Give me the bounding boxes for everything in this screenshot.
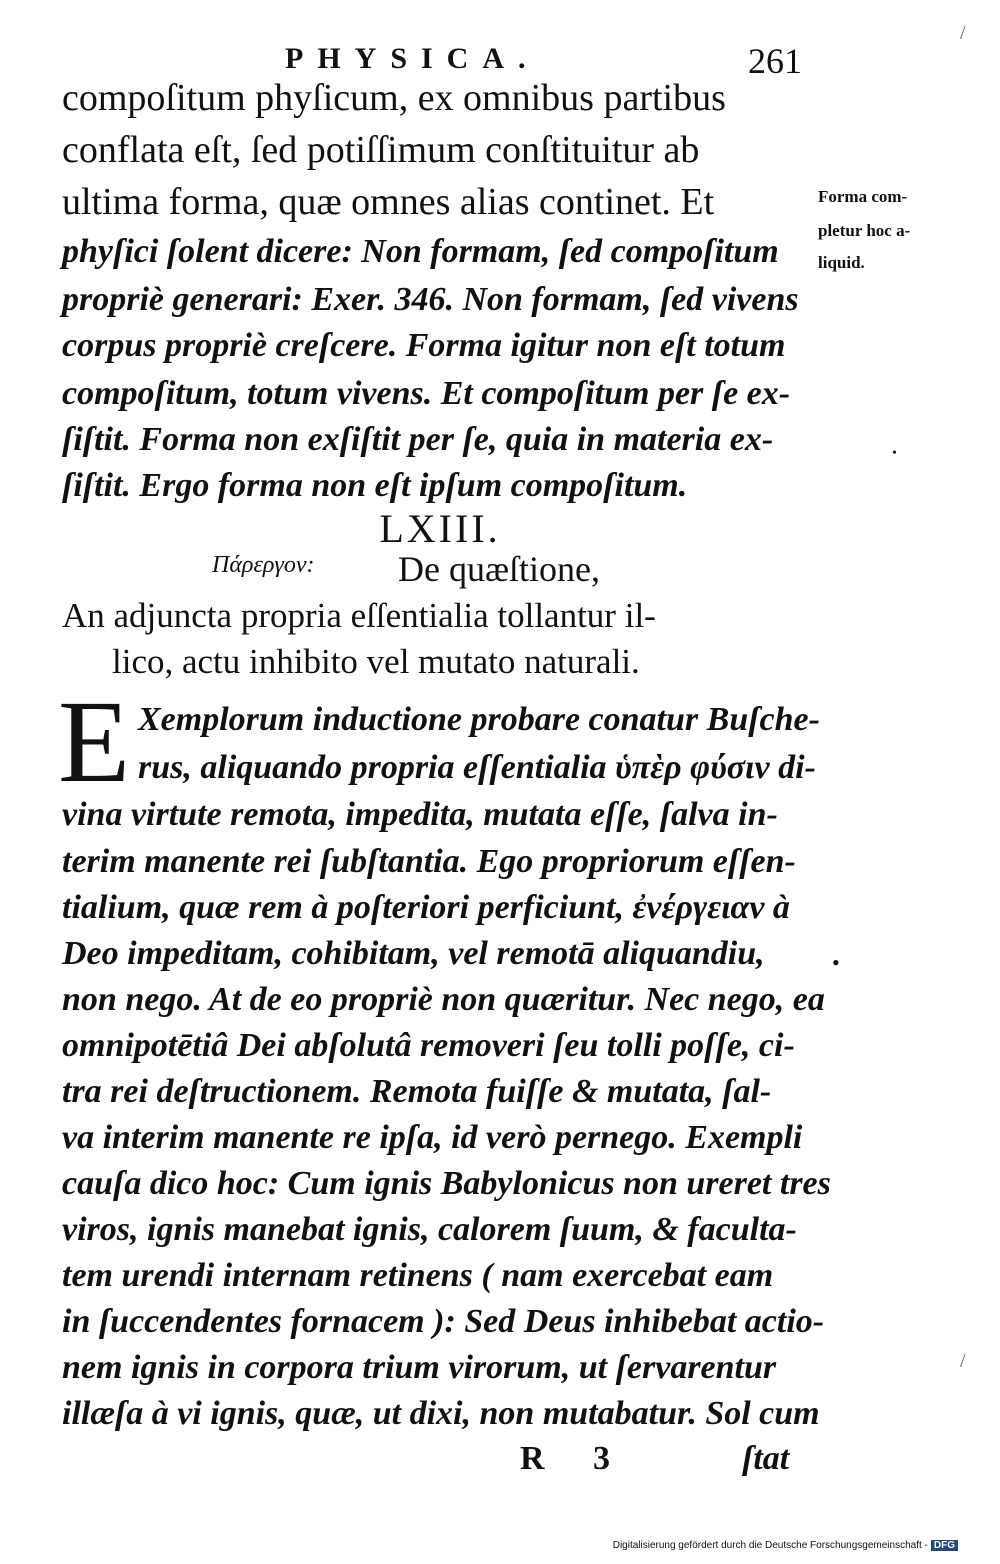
scan-mark: •	[892, 446, 897, 461]
text-line: in ſuccendentes fornacem ): Sed Deus inhibebat actio-	[62, 1303, 825, 1340]
credit-text: Digitalisierung gefördert durch die Deutsche Forschungsgemeinschaft -	[612, 1540, 928, 1551]
section-subtitle-latin: De quæſtione,	[398, 549, 600, 589]
text-line: terim manente rei ſubſtantia. Ego propriorum eſſen-	[62, 843, 796, 880]
running-header: PHYSICA.	[285, 42, 540, 75]
text-line: corpus propriè creſcere. Forma igitur non eſt totum	[62, 327, 786, 364]
text-line: conflata eſt, ſed potiſſimum conſtituitur ab	[62, 129, 700, 171]
text-line: Xemplorum inductione probare conatur Buſche-	[138, 701, 820, 738]
text-line: va interim manente re ipſa, id verò pernego. Exempli	[62, 1119, 803, 1156]
text-line: tialium, quæ rem à poſteriori perficiunt, ἐνέργειαν à	[62, 889, 790, 926]
text-line: nem ignis in corpora trium virorum, ut ſervarentur	[62, 1349, 777, 1386]
margin-note-line: Forma com-	[818, 187, 908, 206]
text-line: compoſitum, totum vivens. Et compoſitum per ſe ex-	[62, 375, 791, 412]
text-line: rus, aliquando propria eſſentialia ὑπὲρ φύσιν di-	[138, 749, 816, 786]
text-line: ultima forma, quæ omnes alias continet. Et	[62, 181, 715, 223]
text-line: tra rei deſtructionem. Remota fuiſſe & mutata, ſal-	[62, 1073, 772, 1110]
scan-mark: /	[960, 22, 966, 44]
scan-mark: /	[960, 1350, 966, 1372]
catchword: ſtat	[742, 1440, 790, 1477]
section-subtitle-greek: Πάρεργον:	[212, 552, 315, 578]
margin-note-line: pletur hoc a-	[818, 221, 911, 240]
signature-mark: R 3	[520, 1440, 611, 1477]
section-question-line: lico, actu inhibito vel mutato naturali.	[112, 642, 640, 681]
text-line: non nego. At de eo propriè non quæritur. Nec nego, ea	[62, 981, 825, 1018]
drop-cap: E	[58, 676, 131, 807]
text-line: ſiſtit. Ergo forma non eſt ipſum compoſitum.	[62, 467, 688, 504]
text-line: phyſici ſolent dicere: Non formam, ſed compoſitum	[62, 233, 779, 270]
text-line: tem urendi internam retinens ( nam exercebat eam	[62, 1257, 774, 1294]
text-line: vina virtute remota, impedita, mutata eſſe, ſalva in-	[62, 796, 778, 833]
dfg-logo: DFG	[931, 1540, 958, 1551]
text-line: illæſa à vi ignis, quæ, ut dixi, non mutabatur. Sol cum	[62, 1395, 820, 1432]
text-line: cauſa dico hoc: Cum ignis Babylonicus non ureret tres	[62, 1165, 831, 1202]
margin-note-line: liquid.	[818, 253, 865, 272]
text-line: propriè generari: Exer. 346. Non formam, ſed vivens	[62, 281, 799, 318]
text-line: ſiſtit. Forma non exſiſtit per ſe, quia in materia ex-	[62, 421, 774, 458]
page-number: 261	[748, 41, 802, 81]
text-line: omnipotētiâ Dei abſolutâ removeri ſeu tolli poſſe, ci-	[62, 1027, 795, 1064]
digitization-credit	[613, 1540, 958, 1551]
text-line: compoſitum phyſicum, ex omnibus partibus	[62, 77, 726, 119]
section-question-line: An adjuncta propria eſſentialia tollantur il-	[62, 596, 656, 635]
scan-mark: •	[832, 950, 840, 975]
section-number: LXIII.	[379, 506, 501, 551]
text-line: viros, ignis manebat ignis, calorem ſuum, & faculta-	[62, 1211, 797, 1248]
text-line: Deo impeditam, cohibitam, vel remotā aliquandiu,	[62, 935, 765, 972]
